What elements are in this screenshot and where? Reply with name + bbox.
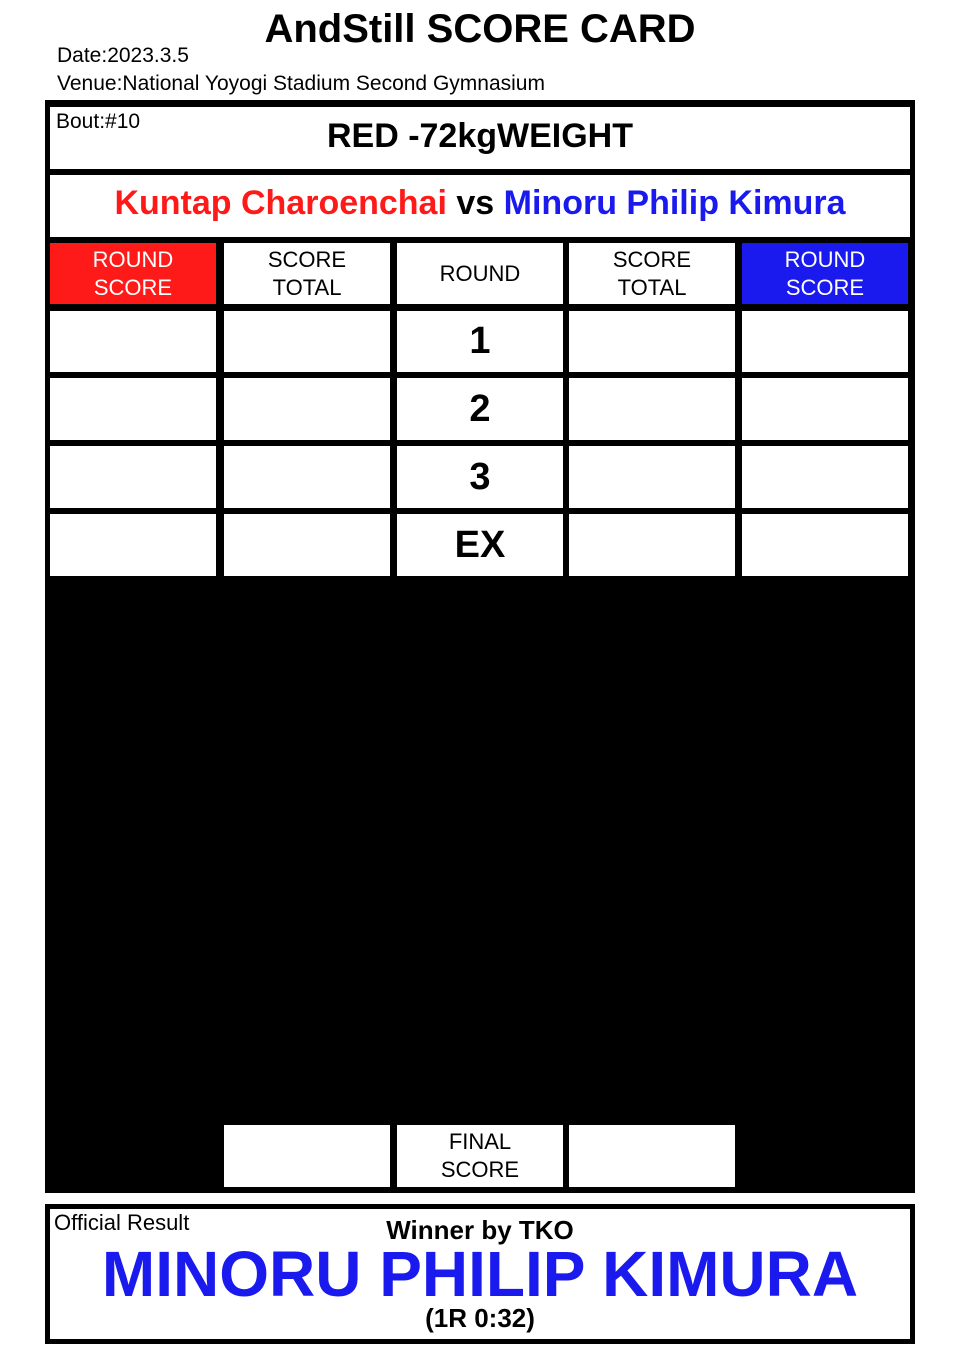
matchup-line <box>50 182 910 224</box>
red-round-score-cell[interactable] <box>50 378 216 440</box>
event-date: Date:2023.3.5 <box>57 44 189 67</box>
header-blue-round-score <box>742 243 908 304</box>
header-text: TOTAL <box>617 274 687 300</box>
final-label-text: SCORE <box>440 1157 520 1182</box>
header-text: ROUND <box>439 260 521 286</box>
red-final-score-cell[interactable] <box>224 1125 390 1187</box>
bout-number: Bout:#10 <box>56 110 141 133</box>
final-label-text: FINAL <box>448 1129 512 1154</box>
header-text: SCORE <box>267 246 347 272</box>
header-blue-score-total <box>569 243 735 304</box>
red-round-score-cell[interactable] <box>50 514 216 576</box>
win-method: Winner by TKO <box>386 1215 574 1245</box>
red-score-total-cell[interactable] <box>224 311 390 372</box>
red-score-total-cell[interactable] <box>224 446 390 508</box>
header-red-score-total <box>224 243 390 304</box>
round-label: 3 <box>397 446 563 508</box>
blue-final-score-cell[interactable] <box>569 1125 735 1187</box>
header-text: SCORE <box>785 274 865 300</box>
header-text: ROUND <box>92 246 174 272</box>
weight-class: RED -72kgWEIGHT <box>326 117 634 155</box>
round-label: 2 <box>397 378 563 440</box>
blue-round-score-cell[interactable] <box>742 446 908 508</box>
header-text: ROUND <box>784 246 866 272</box>
vs-label: vs <box>456 184 495 222</box>
winner-name: MINORU PHILIP KIMURA <box>101 1238 859 1310</box>
official-result-label: Official Result <box>54 1210 190 1235</box>
header-text: SCORE <box>93 274 173 300</box>
blue-score-total-cell[interactable] <box>569 446 735 508</box>
blue-round-score-cell[interactable] <box>742 378 908 440</box>
red-score-total-cell[interactable] <box>224 378 390 440</box>
blue-score-total-cell[interactable] <box>569 311 735 372</box>
blue-round-score-cell[interactable] <box>742 514 908 576</box>
scorecard-title: AndStill SCORE CARD <box>264 7 696 51</box>
finish-time: (1R 0:32) <box>425 1303 535 1333</box>
blue-score-total-cell[interactable] <box>569 514 735 576</box>
final-score-label <box>397 1125 563 1187</box>
blue-score-total-cell[interactable] <box>569 378 735 440</box>
red-score-total-cell[interactable] <box>224 514 390 576</box>
header-text: TOTAL <box>272 274 342 300</box>
red-round-score-cell[interactable] <box>50 311 216 372</box>
round-label: 1 <box>397 311 563 372</box>
header-red-round-score <box>50 243 216 304</box>
blue-round-score-cell[interactable] <box>742 311 908 372</box>
red-round-score-cell[interactable] <box>50 446 216 508</box>
event-venue: Venue:National Yoyogi Stadium Second Gymnasium <box>57 72 545 95</box>
header-round <box>397 243 563 304</box>
round-label: EX <box>397 514 563 576</box>
blue-fighter-name: Minoru Philip Kimura <box>503 184 846 222</box>
header-text: SCORE <box>612 246 692 272</box>
red-fighter-name: Kuntap Charoenchai <box>114 184 447 222</box>
